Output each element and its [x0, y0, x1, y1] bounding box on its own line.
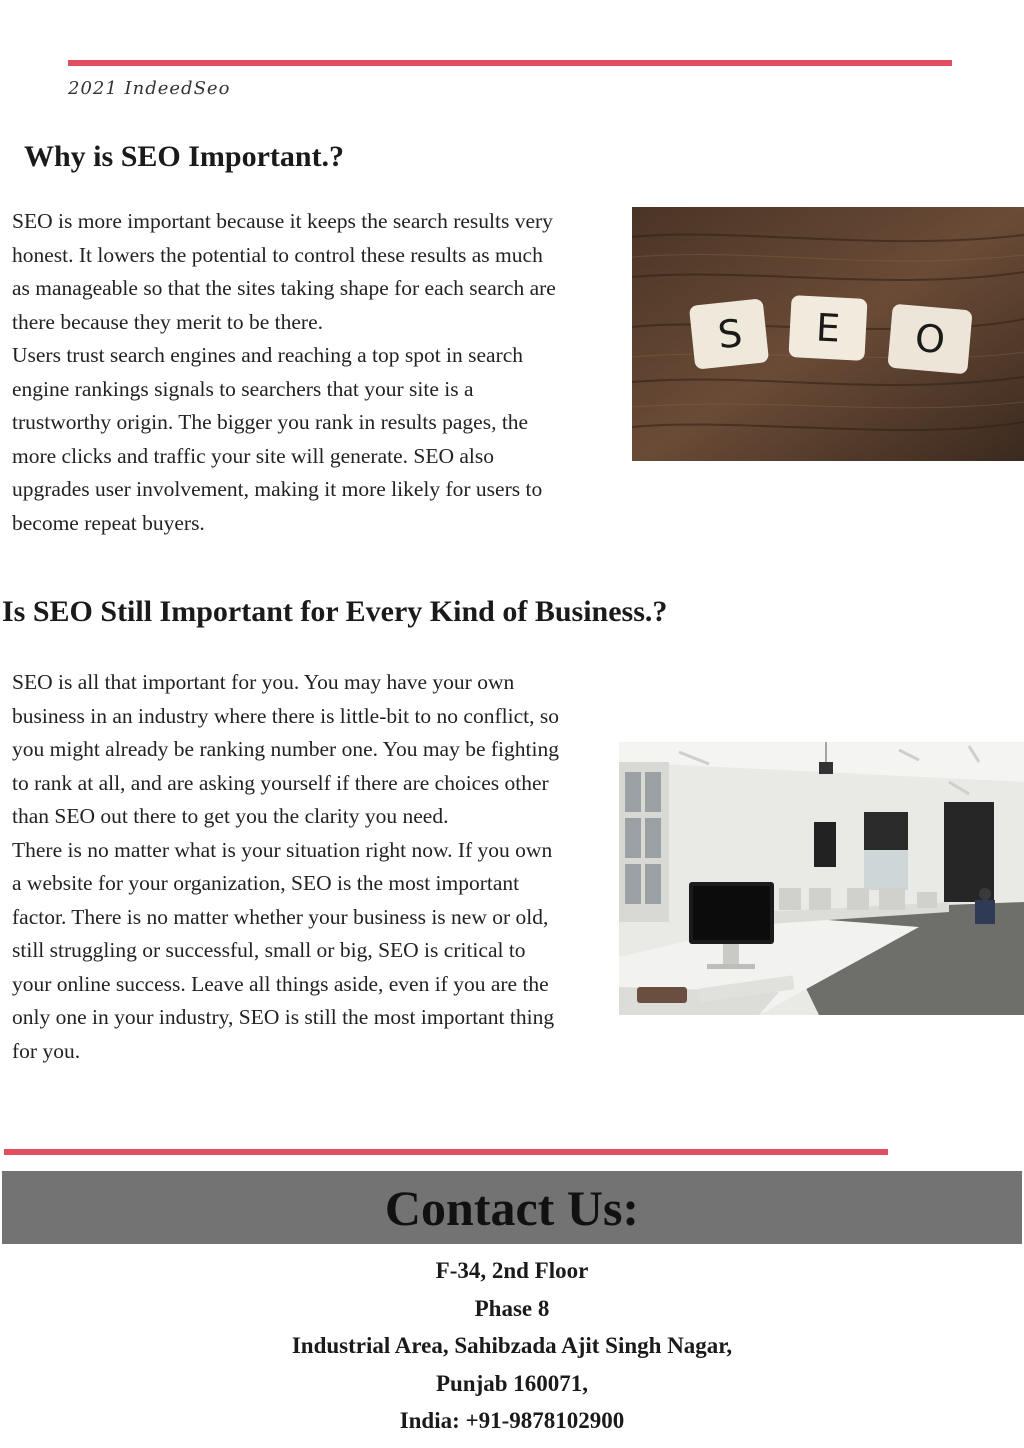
paragraph: SEO is more important because it keeps the search results very honest. It lowers the potential to control these results as much as manageable so that the sites taking shape for each search are there because they merit to be there. [12, 209, 556, 334]
contact-divider [4, 1149, 888, 1155]
address-line-phone: India: +91-9878102900 [399, 1408, 625, 1433]
top-divider [68, 60, 952, 66]
contact-title: Contact Us: [384, 1179, 640, 1236]
contact-banner [2, 1171, 1022, 1244]
tile-letter-s: S [715, 310, 745, 358]
paragraph: Users trust search engines and reaching a top spot in search engine rankings signals to searchers that your site is a trustworthy origin. The bigger you rank in results pages, the more clicks and traffic your site will generate. SEO also upgrades user involvement, making it more likely for users to become repeat buyers. [12, 343, 543, 535]
paragraph: SEO is all that important for you. You may have your own business in an industry where there is little-bit to no conflict, so you might already be ranking number one. You may be fighting to rank at all, and are asking yourself if there are choices other than SEO out there to get you the clarity you need. [12, 670, 559, 828]
seo-tiles-photo [632, 207, 1024, 461]
section-body-why-seo [12, 205, 564, 540]
address-line: F-34, 2nd Floor [435, 1258, 589, 1283]
tile-letter-e: E [814, 305, 842, 351]
section-title-seo-business: Is SEO Still Important for Every Kind of Business.? [2, 595, 668, 628]
section-title-why-seo: Why is SEO Important.? [24, 140, 345, 173]
address-line: Phase 8 [474, 1295, 550, 1321]
section-body-seo-business [12, 666, 564, 1068]
tile-letter-o: O [913, 315, 947, 363]
address-line: Industrial Area, Sahibzada Ajit Singh Nagar, [291, 1333, 733, 1358]
address-line: Punjab 160071, [435, 1370, 589, 1396]
office-computers-photo [619, 742, 1024, 1015]
paragraph: There is no matter what is your situation right now. If you own a website for your organization, SEO is the most important factor. There is no matter whether your business is new or old, still struggling or successful, small or big, SEO is critical to your online success. Leave all things aside, even if you are the only one in your industry, SEO is still the most important thing for you. [12, 837, 555, 1063]
contact-address [0, 1252, 1024, 1440]
header-brand: 2021 IndeedSeo [68, 78, 231, 99]
